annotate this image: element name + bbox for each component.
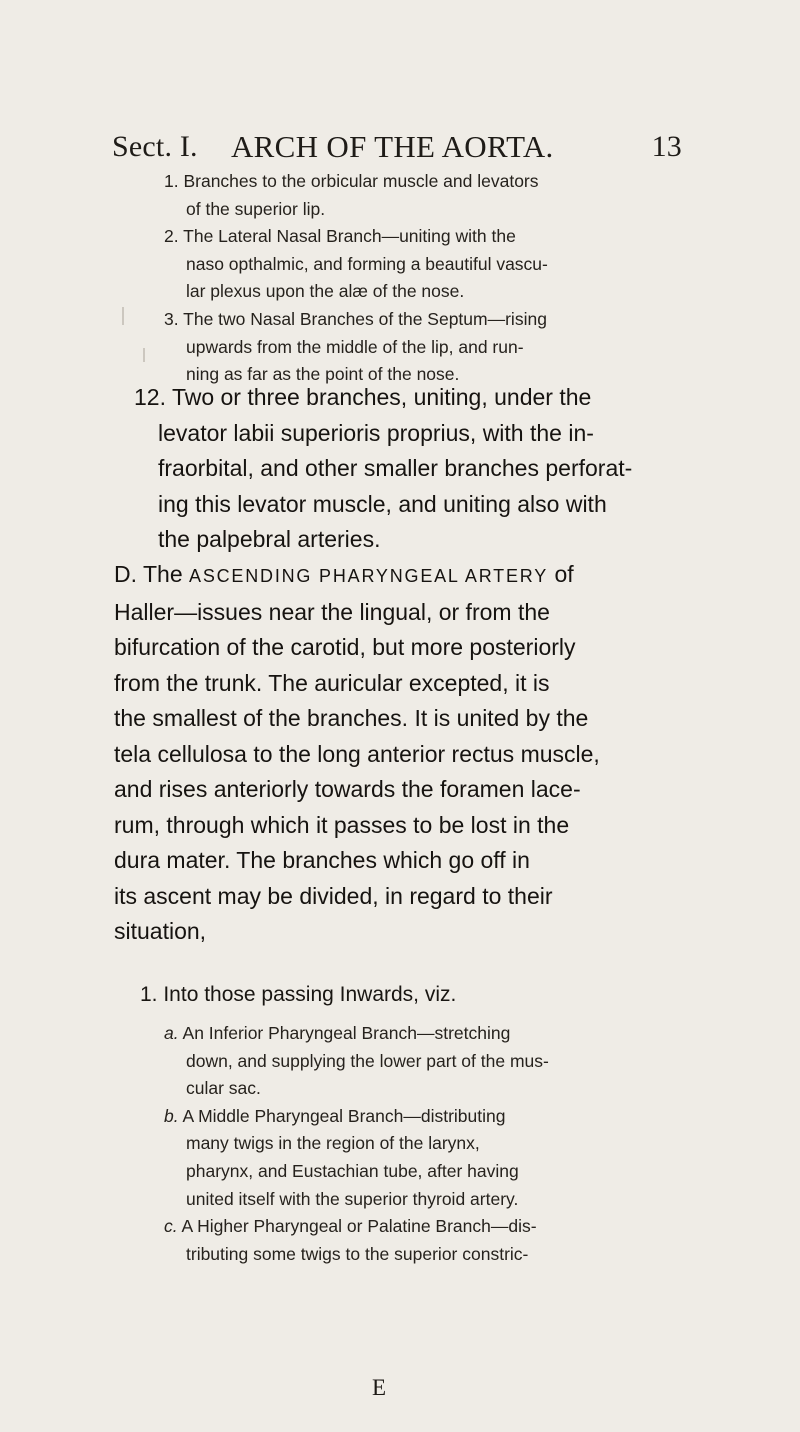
text-line: from the trunk. The auricular excepted, it is [114, 669, 550, 696]
text-line: many twigs in the region of the larynx, [186, 1133, 480, 1154]
text-line: and rises anteriorly towards the foramen lace- [114, 776, 581, 802]
text-line: tributing some twigs to the superior constric- [186, 1243, 529, 1264]
text-line: pharynx, and Eustachian tube, after having [186, 1160, 519, 1181]
item-label: a. [164, 1023, 179, 1043]
text-line: levator labii superioris proprius, with the in- [158, 419, 594, 446]
text-line: naso opthalmic, and forming a beautiful vascu- [186, 253, 548, 274]
text-line: situation, [114, 918, 207, 944]
text-line: rum, through which it passes to be lost in the [114, 811, 570, 838]
text-line: of the superior lip. [186, 198, 326, 219]
item-label: b. [164, 1105, 179, 1126]
text-line: An Inferior Pharyngeal Branch—stretching [182, 1023, 511, 1043]
text-line: ing this levator muscle, and uniting also with [158, 490, 607, 517]
text-line: 12. Two or three branches, uniting, under the [134, 384, 592, 410]
into-heading: 1. Into those passing Inwards, viz. [140, 983, 457, 1006]
text-line: A Middle Pharyngeal Branch—distributing [182, 1105, 506, 1126]
list-item-c-first-line [164, 1213, 690, 1241]
text-line: 3. The two Nasal Branches of the Septum—rising [164, 308, 547, 329]
text-line: ning as far as the point of the nose. [186, 364, 460, 385]
text-line: dura mater. The branches which go off in [114, 847, 530, 873]
paper-blemish [122, 307, 124, 325]
subsection-list-b [164, 1020, 690, 1268]
text-line: united itself with the superior thyroid artery. [186, 1188, 519, 1209]
signature-mark: E [372, 1375, 387, 1400]
text-line: A Higher Pharyngeal or Palatine Branch—dis- [181, 1216, 537, 1237]
text-line: fraorbital, and other smaller branches perforat- [158, 455, 633, 481]
paper-blemish [143, 348, 145, 362]
paragraph-d [114, 557, 694, 950]
running-header [112, 126, 682, 168]
running-title: ARCH OF THE AORTA. [231, 129, 554, 164]
lead-word: The [142, 561, 183, 587]
artery-name: ASCENDING PHARYNGEAL ARTERY [189, 566, 549, 586]
section-label: Sect. I. [112, 130, 198, 163]
text-line: down, and supplying the lower part of the mus- [186, 1050, 549, 1071]
text-line: tela cellulosa to the long anterior rectus muscle, [114, 740, 600, 767]
text-line: upwards from the middle of the lip, and run- [186, 336, 524, 357]
text-line: its ascent may be divided, in regard to their [114, 882, 553, 909]
list-item-b-first-line [164, 1103, 690, 1131]
text-line: 2. The Lateral Nasal Branch—uniting with the [164, 226, 516, 247]
text-line: lar plexus upon the alæ of the nose. [186, 281, 465, 302]
text-line: bifurcation of the carotid, but more posteriorly [114, 634, 576, 660]
text-line: 1. Branches to the orbicular muscle and levators [164, 171, 539, 191]
page-number: 13 [651, 130, 682, 163]
paragraph-12 [134, 380, 694, 558]
paragraph-d-first-line [114, 557, 694, 595]
section-letter: D. [114, 561, 137, 587]
text-line: the palpebral arteries. [158, 526, 381, 552]
text-line: cular sac. [186, 1078, 261, 1099]
connector-word: of [554, 561, 574, 587]
subsection-list-a [164, 168, 690, 389]
item-label: c. [164, 1216, 178, 1237]
list-item-a-first-line [164, 1020, 690, 1048]
text-line: Haller—issues near the lingual, or from the [114, 598, 550, 625]
text-line: the smallest of the branches. It is united by the [114, 705, 589, 731]
